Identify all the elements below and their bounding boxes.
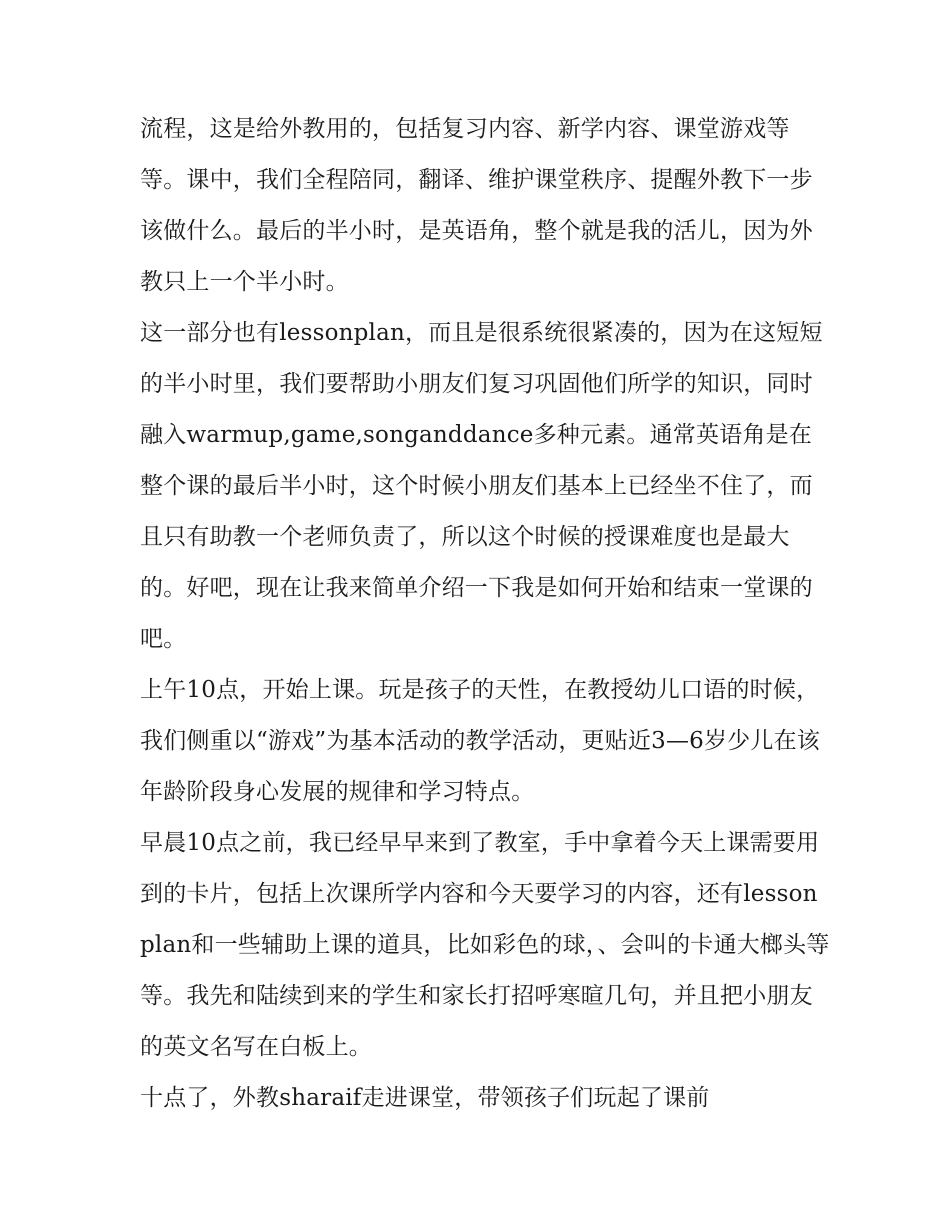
paragraph-class-start: 上午10点，开始上课。玩是孩子的天性，在教授幼儿口语的时候，我们侧重以“游戏”为基本活动的教学活动，更贴近3—6岁少儿在该年龄阶段身心发展的规律和学习特点。 — [140, 677, 820, 805]
paragraph-lesson-flow: 流程，这是给外教用的，包括复习内容、新学内容、课堂游戏等等。课中，我们全程陪同，翻译、维护课堂秩序、提醒外教下一步该做什么。最后的半小时，是英语角，整个就是我的活儿，因为外教只上一个半小时。 — [140, 116, 813, 295]
paragraph-teacher-arrives: 十点了，外教sharaif走进课堂，带领孩子们玩起了课前 — [140, 1085, 710, 1111]
paragraph-english-corner: 这一部分也有lessonplan，而且是很系统很紧凑的，因为在这短短的半小时里，我们要帮助小朋友们复习巩固他们所学的知识，同时融入warmup,game,songanddance多种元素。通常英语角是在整个课的最后半小时，这个时候小朋友们基本上已经坐不住了，而且只有助教一个老师负责了，所以这个时候的授课难度也是最大的。好吧，现在让我来简单介绍一下我是如何开始和结束一堂课的吧。 — [140, 320, 823, 652]
document-body — [140, 104, 830, 1124]
paragraph-preparation: 早晨10点之前，我已经早早来到了教室，手中拿着今天上课需要用到的卡片，包括上次课所学内容和今天要学习的内容，还有lessonplan和一些辅助上课的道具，比如彩色的球，、会叫的卡通大榔头等等。我先和陆续到来的学生和家长打招呼寒暄几句，并且把小朋友的英文名写在白板上。 — [140, 830, 830, 1060]
